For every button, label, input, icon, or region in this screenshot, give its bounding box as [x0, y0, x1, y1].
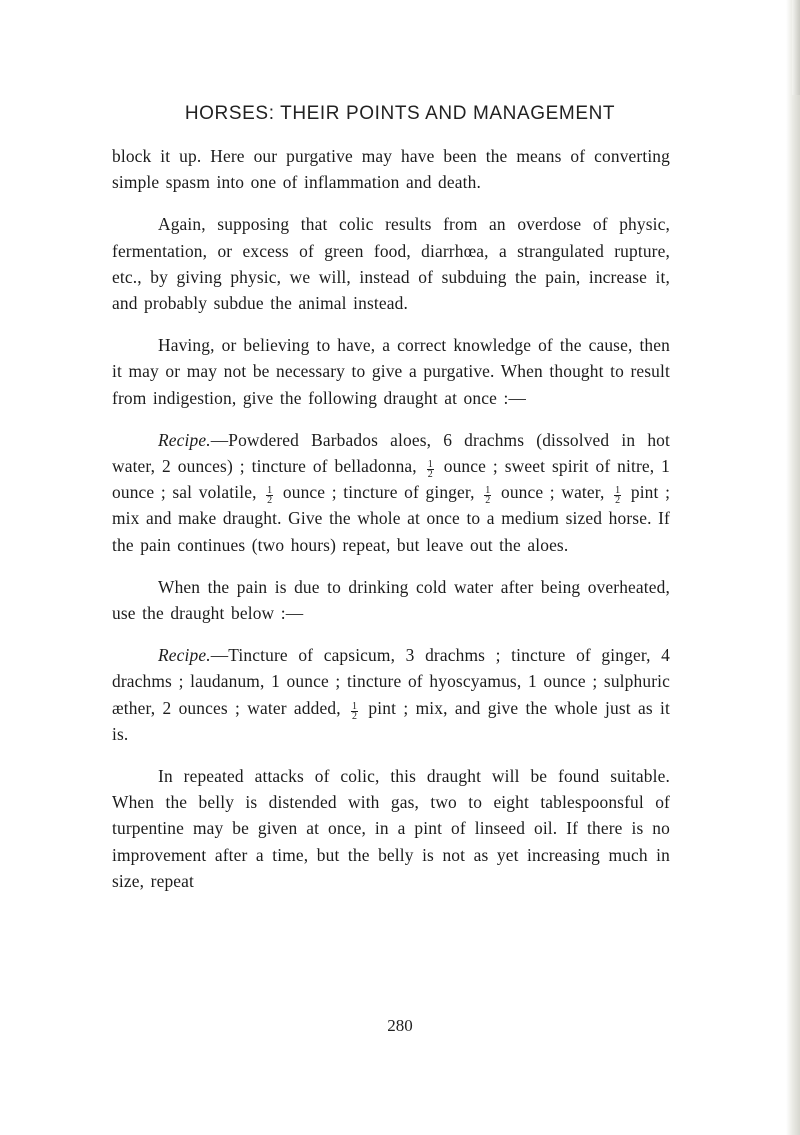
- fraction-denominator: 2: [351, 710, 358, 722]
- fraction-numerator: 1: [615, 485, 621, 497]
- fraction-numerator: 1: [351, 700, 358, 712]
- recipe-text: pint ; mix and make draught. Give the whole at once to a medium sized horse. If the pain continues (two hours) repeat, but leave out the aloes.: [112, 482, 671, 555]
- fraction-half: [351, 702, 358, 721]
- recipe-text: ounce ; sweet spirit of nitre, 1 ounce ; sal volatile,: [112, 456, 671, 503]
- recipe-text: pint ; mix, and give the whole just as it is.: [112, 697, 671, 744]
- paragraph-repeated-attacks: In repeated attacks of colic, this draught will be found suitable. When the belly is distended with gas, two to eight tablespoonsful of turpentine may be given at once, in a pint of linseed oil. If there is no improvement after a time, but the belly is not as yet increasing much in size, repeat: [112, 766, 670, 891]
- recipe-paragraph-cold-water: [112, 642, 670, 747]
- fraction-numerator: 1: [427, 459, 433, 471]
- paragraph-overdose: Again, supposing that colic results from an overdose of physic, fermentation, or excess of green food, diarrhœa, a strangulated rupture, etc., by giving physic, we will, instead of subduing the pain, increase it, and probably subdue the animal instead.: [112, 214, 670, 314]
- body-text: [112, 143, 670, 894]
- page-edge-shadow: [786, 0, 800, 1135]
- fraction-numerator: 1: [485, 485, 491, 497]
- fraction-half: [266, 486, 273, 505]
- fraction-half: [484, 486, 491, 505]
- fraction-half: [614, 486, 621, 505]
- recipe-text: —Powdered Barbados aloes, 6 drachms (dissolved in hot water, 2 ounces) ; tincture of belladonna,: [112, 429, 670, 477]
- paragraph-cold-water: When the pain is due to drinking cold water after being overheated, use the draught below :—: [112, 576, 670, 624]
- running-head: HORSES: THEIR POINTS AND MANAGEMENT: [184, 103, 616, 124]
- fraction-denominator: 2: [267, 495, 273, 507]
- recipe-text: ounce ; tincture of ginger,: [282, 482, 475, 503]
- recipe-text: —Tincture of capsicum, 3 drachms ; tincture of ginger, 4 drachms ; laudanum, 1 ounce ; tincture of hyoscyamus, 1 ounce ; sulphuric æther, 2 ounces ; water added,: [112, 645, 670, 718]
- recipe-label: Recipe.: [158, 429, 211, 450]
- paragraph-continuation: block it up. Here our purgative may have been the means of converting simple spasm into one of inflammation and death.: [112, 146, 670, 193]
- fraction-half: [427, 460, 434, 479]
- recipe-label: Recipe.: [158, 645, 211, 666]
- page-number: 280: [387, 1016, 413, 1035]
- paragraph-knowledge: Having, or believing to have, a correct knowledge of the cause, then it may or may not be necessary to give a purgative. When thought to result from indigestion, give the following draught at once :—: [112, 335, 670, 408]
- recipe-text: ounce ; water,: [500, 482, 605, 503]
- fraction-denominator: 2: [615, 495, 621, 507]
- fraction-numerator: 1: [267, 485, 273, 497]
- fraction-denominator: 2: [485, 495, 491, 507]
- recipe-paragraph-indigestion: [112, 427, 670, 558]
- fraction-denominator: 2: [427, 469, 433, 481]
